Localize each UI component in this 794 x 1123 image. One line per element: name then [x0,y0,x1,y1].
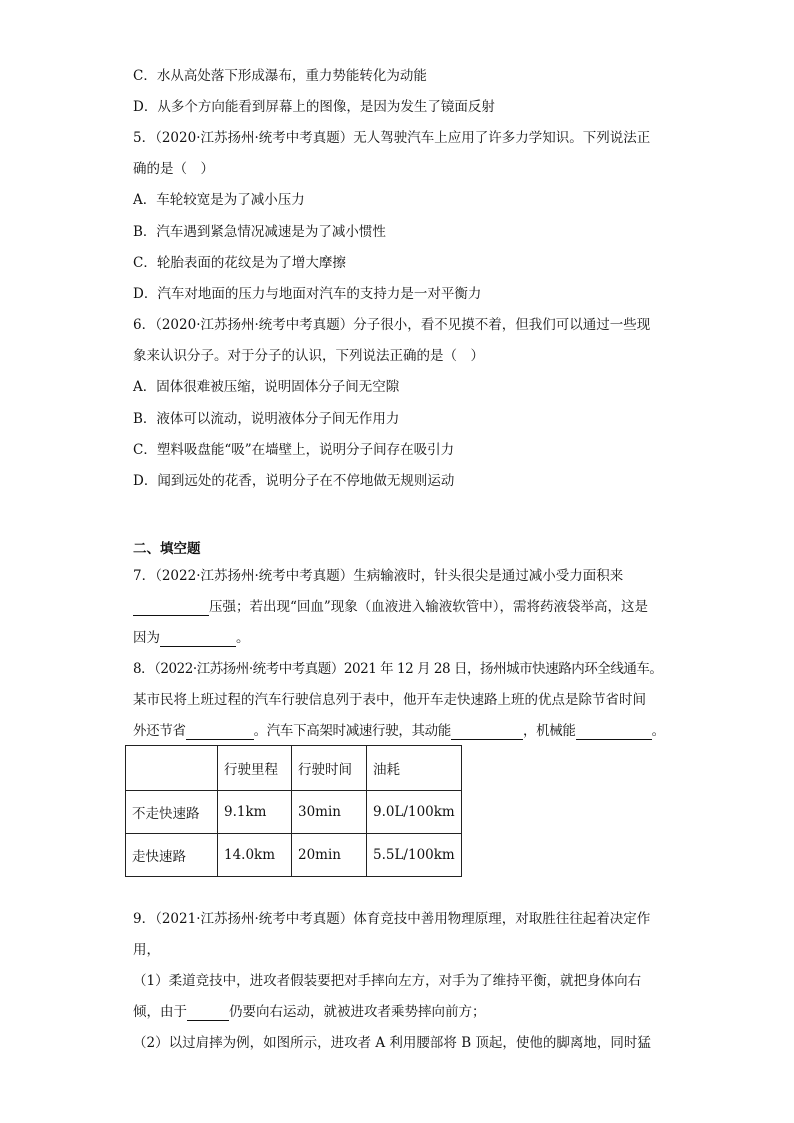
q6-option-b: B．液体可以流动，说明液体分子间无作用力 [133,411,400,427]
q8-stem-line1: 8．（2022·江苏扬州·统考中考真题）2021 年 12 月 28 日，扬州城市快速路内环全线通车。 [133,661,663,677]
section-title-fill-in: 二、填空题 [133,541,201,557]
q8-line3-part-a: 外还节省 [133,723,186,739]
table-cell: 5.5L/100km [367,834,462,877]
q5-option-d: D．汽车对地面的压力与地面对汽车的支持力是一对平衡力 [133,286,482,302]
q5-stem-line2: 确的是（ ） [133,161,214,177]
q5-option-b: B．汽车遇到紧急情况减速是为了减小惯性 [133,224,386,240]
table-header-cell: 行驶时间 [292,746,367,791]
q4-option-d: D．从多个方向能看到屏幕上的图像，是因为发生了镜面反射 [133,99,495,115]
q8-stem-line2: 某市民将上班过程的汽车行驶信息列于表中，他开车走快速路上班的优点是除节省时间 [133,692,646,708]
table-header-cell: 油耗 [367,746,462,791]
q5-stem-line1: 5．（2020·江苏扬州·统考中考真题）无人驾驶汽车上应用了许多力学知识。下列说法正 [133,130,651,146]
q5-option-a: A．车轮较宽是为了减小压力 [133,192,305,208]
q7-line3 [133,629,250,647]
table-cell: 20min [292,834,367,877]
q8-line3-part-d: 。 [651,723,665,739]
driving-info-table [125,745,462,877]
table-cell: 9.1km [218,791,292,834]
q7-line3-suffix: 。 [236,630,250,646]
q7-stem-line1: 7．（2022·江苏扬州·统考中考真题）生病输液时，针头很尖是通过减小受力面积来 [133,568,624,584]
table-row [126,834,462,877]
q9-stem-line2: 用， [133,942,160,958]
q7-blank-1[interactable] [133,601,209,616]
q7-line3-prefix: 因为 [133,630,160,646]
q4-option-c: C．水从高处落下形成瀑布，重力势能转化为动能 [133,68,427,84]
q8-line3 [133,722,665,740]
q6-stem-line2: 象来认识分子。对于分子的认识，下列说法正确的是（ ） [133,348,484,364]
table-row [126,791,462,834]
q7-line2-text: 压强；若出现“回血”现象（血液进入输液软管中），需将药液袋举高，这是 [209,599,649,615]
table-cell: 不走快速路 [126,791,218,834]
q9-stem-line1: 9．（2021·江苏扬州·统考中考真题）体育竞技中善用物理原理，对取胜往往起着决定作 [133,911,651,927]
q6-option-d: D．闻到远处的花香，说明分子在不停地做无规则运动 [133,473,455,489]
table-cell: 14.0km [218,834,292,877]
q8-blank-2[interactable] [451,725,523,740]
q8-blank-1[interactable] [186,725,254,740]
q7-blank-2[interactable] [160,632,236,647]
q9-part1-line2-suffix: 仍要向右运动，就被进攻者乘势摔向前方； [229,1004,486,1020]
table-header-row [126,746,462,791]
q8-line3-part-c: ，机械能 [522,723,576,739]
q9-blank-1[interactable] [187,1006,229,1021]
q8-blank-3[interactable] [576,725,652,740]
q7-line2 [133,598,648,616]
q9-part2-line1: （2）以过肩摔为例，如图所示，进攻者 A 利用腰部将 B 顶起，使他的脚离地，同时猛 [133,1035,651,1051]
table-cell: 走快速路 [126,834,218,877]
q9-part1-line2-prefix: 倾，由于 [133,1004,187,1020]
q8-line3-part-b: 。汽车下高架时减速行驶，其动能 [253,723,451,739]
table-header-cell [126,746,218,791]
q5-option-c: C．轮胎表面的花纹是为了增大摩擦 [133,255,346,271]
q6-option-c: C．塑料吸盘能“吸”在墙壁上，说明分子间存在吸引力 [133,442,455,458]
q6-stem-line1: 6．（2020·江苏扬州·统考中考真题）分子很小，看不见摸不着，但我们可以通过一些现 [133,317,651,333]
table-header-cell: 行驶里程 [218,746,292,791]
q9-part1-line2 [133,1003,486,1021]
q9-part1-line1: （1）柔道竞技中，进攻者假装要把对手摔向左方，对手为了维持平衡，就把身体向右 [133,973,642,989]
q6-option-a: A．固体很难被压缩，说明固体分子间无空隙 [133,379,400,395]
table-cell: 30min [292,791,367,834]
table-cell: 9.0L/100km [367,791,462,834]
